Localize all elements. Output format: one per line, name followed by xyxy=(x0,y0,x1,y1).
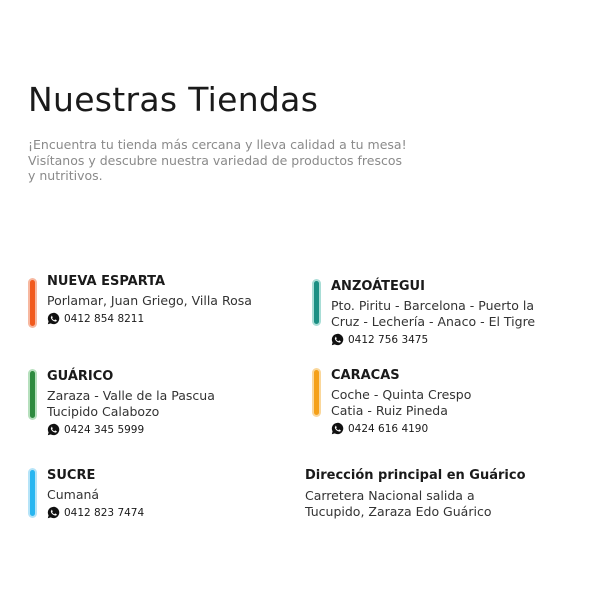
intro-line: Visítanos y descubre nuestra variedad de productos frescos xyxy=(28,152,403,168)
store-phone[interactable] xyxy=(47,423,297,436)
whatsapp-icon xyxy=(47,312,60,325)
store-color-bar xyxy=(312,368,321,417)
store-address-line: Cruz - Lechería - Anaco - El Tigre xyxy=(331,314,536,329)
store-phone-number: 0412 756 3475 xyxy=(348,333,429,346)
store-address xyxy=(331,387,581,419)
store-address xyxy=(331,298,581,330)
store-address-line: Pto. Piritu - Barcelona - Puerto la xyxy=(331,298,534,313)
store-color-bar xyxy=(312,279,321,326)
store-name: ANZOÁTEGUI xyxy=(331,279,425,294)
headquarters-title: Dirección principal en Guárico xyxy=(305,468,526,483)
store-name: GUÁRICO xyxy=(47,369,114,384)
store-phone-number: 0412 854 8211 xyxy=(64,312,145,325)
intro-text xyxy=(28,137,448,184)
store-phone-number: 0424 616 4190 xyxy=(348,422,429,435)
store-address: Cumaná xyxy=(47,487,100,502)
store-phone[interactable] xyxy=(47,506,297,519)
store-name: CARACAS xyxy=(331,368,400,383)
store-address-line: Zaraza - Valle de la Pascua xyxy=(47,388,215,403)
store-phone[interactable] xyxy=(331,422,581,435)
store-name: SUCRE xyxy=(47,468,96,483)
headquarters-address xyxy=(305,468,585,520)
whatsapp-icon xyxy=(331,422,344,435)
intro-line: y nutritivos. xyxy=(28,168,103,183)
store-name: NUEVA ESPARTA xyxy=(47,274,166,289)
store-phone[interactable] xyxy=(47,312,297,325)
intro-line: ¡Encuentra tu tienda más cercana y lleva calidad a tu mesa! xyxy=(28,137,407,152)
store-color-bar xyxy=(28,369,37,420)
store-address: Porlamar, Juan Griego, Villa Rosa xyxy=(47,293,252,308)
whatsapp-icon xyxy=(47,506,60,519)
store-color-bar xyxy=(28,278,37,328)
headquarters-address-text xyxy=(305,488,585,520)
whatsapp-icon xyxy=(331,333,344,346)
headquarters-address-line: Tucupido, Zaraza Edo Guárico xyxy=(305,504,492,519)
store-address-line: Tucipido Calabozo xyxy=(47,404,160,419)
store-phone[interactable] xyxy=(331,333,581,346)
store-address-line: Coche - Quinta Crespo xyxy=(331,387,472,402)
headquarters-address-line: Carretera Nacional salida a xyxy=(305,488,475,503)
page-title: Nuestras Tiendas xyxy=(28,80,319,119)
whatsapp-icon xyxy=(47,423,60,436)
store-phone-number: 0412 823 7474 xyxy=(64,506,145,519)
store-phone-number: 0424 345 5999 xyxy=(64,423,145,436)
store-address xyxy=(47,388,297,420)
store-color-bar xyxy=(28,468,37,518)
store-address-line: Catia - Ruiz Pineda xyxy=(331,403,448,418)
